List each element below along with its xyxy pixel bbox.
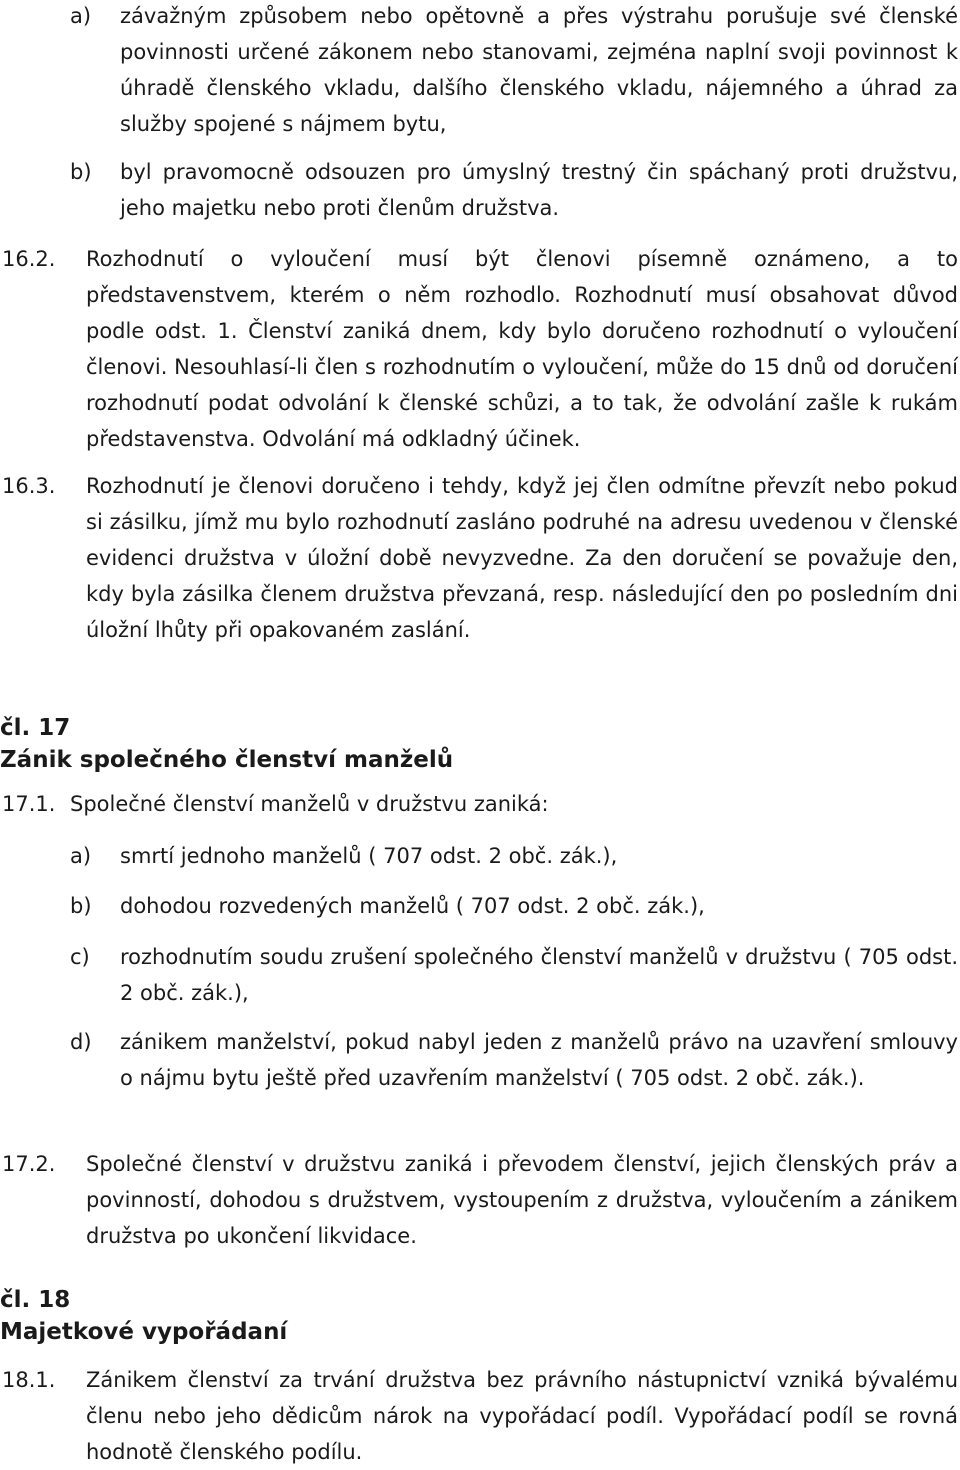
item-b-label: b) <box>70 160 92 184</box>
paragraph-17-1-text: Společné členství manželů v družstvu zaniká: <box>70 792 549 816</box>
paragraph-16-2-text: Rozhodnutí o vyloučení musí být členovi písemně oznámeno, a to představenstvem, kterém o něm rozhodlo. Rozhodnutí musí obsahovat důvod podle odst. 1. Členství zaniká dnem, kdy bylo doručeno rozhodnutí o vyloučení členovi. Nesouhlasí-li člen s rozhodnutím o vyloučení, může do 15 dnů od doručení rozhodnutí podat odvolání k členské schůzi, a to tak, že odvolání zašle k rukám představenstva. Odvolání má odkladný účinek. <box>86 247 958 451</box>
article-17-number: čl. 17 <box>0 715 71 741</box>
item-17-1-b-text: dohodou rozvedených manželů ( 707 odst. 2 obč. zák.), <box>120 894 705 918</box>
item-b-text: byl pravomocně odsouzen pro úmyslný trestný čin spáchaný proti družstvu, jeho majetku nebo proti členům družstva. <box>120 160 958 220</box>
paragraph-17-1-number: 17.1. <box>2 792 56 816</box>
item-a-label: a) <box>70 4 92 28</box>
paragraph-18-1-number: 18.1. <box>2 1368 56 1392</box>
paragraph-16-3-number: 16.3. <box>2 474 56 498</box>
item-17-1-b-label: b) <box>70 894 92 918</box>
paragraph-18-1-text: Zánikem členství za trvání družstva bez právního nástupnictví vzniká bývalému členu nebo jeho dědicům nárok na vypořádací podíl. Vypořádací podíl se rovná hodnotě členského podílu. <box>86 1368 958 1464</box>
paragraph-16-2-number: 16.2. <box>2 247 56 271</box>
paragraph-17-2-text: Společné členství v družstvu zaniká i převodem členství, jejich členských práv a povinností, dohodou s družstvem, vystoupením z družstva, vyloučením a zánikem družstva po ukončení likvidace. <box>86 1152 958 1248</box>
item-17-1-d-text: zánikem manželství, pokud nabyl jeden z manželů právo na uzavření smlouvy o nájmu bytu ještě před uzavřením manželství ( 705 odst. 2 obč. zák.). <box>120 1030 958 1090</box>
article-18-number: čl. 18 <box>0 1287 71 1313</box>
article-18-title: Majetkové vypořádaní <box>0 1319 288 1345</box>
paragraph-16-3-text: Rozhodnutí je členovi doručeno i tehdy, když jej člen odmítne převzít nebo pokud si zásilku, jímž mu bylo rozhodnutí zasláno podruhé na adresu uvedenou v členské evidenci družstva v úložní době nevyzvedne. Za den doručení se považuje den, kdy byla zásilka členem družstva převzaná, resp. následující den po posledním dni úložní lhůty při opakovaném zaslání. <box>86 474 958 642</box>
item-17-1-a-label: a) <box>70 844 92 868</box>
paragraph-17-2-number: 17.2. <box>2 1152 56 1176</box>
item-a-text: závažným způsobem nebo opětovně a přes výstrahu porušuje své členské povinnosti určené zákonem nebo stanovami, zejména naplní svoji povinnost k úhradě členského vkladu, dalšího členského vkladu, nájemného a úhrad za služby spojené s nájmem bytu, <box>120 4 958 136</box>
item-17-1-c-label: c) <box>70 945 90 969</box>
item-17-1-a-text: smrtí jednoho manželů ( 707 odst. 2 obč. zák.), <box>120 844 618 868</box>
item-17-1-c-text: rozhodnutím soudu zrušení společného členství manželů v družstvu ( 705 odst. 2 obč. zák.), <box>120 945 958 1005</box>
item-17-1-d-label: d) <box>70 1030 92 1054</box>
article-17-title: Zánik společného členství manželů <box>0 747 454 773</box>
